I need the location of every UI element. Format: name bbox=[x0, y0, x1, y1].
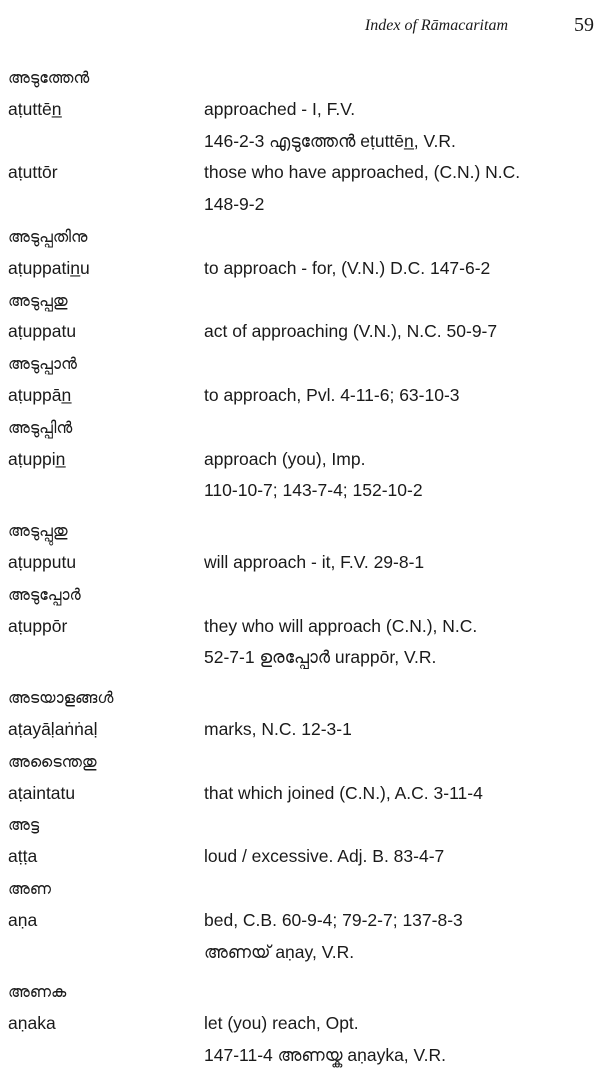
entry-line bbox=[8, 714, 592, 746]
malayalam-headword: അണ bbox=[8, 878, 51, 898]
gloss-text: 147-11-4 അണയ്ക aṇayka, V.R. bbox=[204, 1044, 446, 1065]
transliterated-headword: aṭaintatu bbox=[8, 782, 76, 803]
index-entry bbox=[8, 515, 592, 579]
entry-continuation-line bbox=[8, 126, 592, 158]
running-title: Index of Rāmacaritam bbox=[364, 17, 508, 34]
entry-line bbox=[8, 1008, 592, 1040]
malayalam-headword: അടുപ്പിൻ bbox=[8, 417, 73, 437]
gloss-text: 148-9-2 bbox=[204, 194, 265, 215]
transliterated-headword: aṭupputu bbox=[8, 551, 77, 572]
transliterated-headword: aṇaka bbox=[8, 1013, 56, 1034]
index-entry bbox=[8, 682, 592, 746]
malayalam-headword: അടുപ്പാൻ bbox=[8, 354, 77, 374]
entry-continuation-line bbox=[8, 189, 592, 221]
entry-spacer bbox=[8, 968, 592, 976]
gloss-text: loud / excessive. Adj. B. 83-4-7 bbox=[204, 846, 445, 867]
malayalam-headword: അടൈന്തതു bbox=[8, 751, 97, 771]
gloss-text: they who will approach (C.N.), N.C. bbox=[204, 615, 478, 636]
index-entry bbox=[8, 746, 592, 810]
entry-continuation-line bbox=[8, 937, 592, 969]
entry-line bbox=[8, 778, 592, 810]
entry-line bbox=[8, 157, 592, 189]
entry-line bbox=[8, 905, 592, 937]
gloss-text: അണയ് aṇay, V.R. bbox=[204, 941, 355, 962]
index-entry bbox=[8, 809, 592, 873]
index-entry bbox=[8, 873, 592, 968]
index-entry bbox=[8, 976, 592, 1071]
running-header bbox=[0, 14, 600, 40]
malayalam-headword: അടയാളങ്ങൾ bbox=[8, 688, 114, 708]
entry-line bbox=[8, 841, 592, 873]
malayalam-headword: അട്ട bbox=[8, 815, 40, 835]
transliterated-headword: aṭṭa bbox=[8, 846, 38, 867]
transliterated-headword: aṭuppin̲ bbox=[8, 448, 66, 469]
malayalam-headword: അടുപ്പുതു bbox=[8, 521, 68, 541]
gloss-text: that which joined (C.N.), A.C. 3-11-4 bbox=[204, 782, 483, 803]
index-entry bbox=[8, 412, 592, 507]
index-entry bbox=[8, 579, 592, 674]
gloss-text: 110-10-7; 143-7-4; 152-10-2 bbox=[204, 480, 423, 501]
entry-spacer bbox=[8, 507, 592, 515]
transliterated-headword: aṭuppatin̲u bbox=[8, 257, 90, 278]
entry-line bbox=[8, 253, 592, 285]
entry-continuation-line bbox=[8, 475, 592, 507]
entry-line bbox=[8, 611, 592, 643]
transliterated-headword: aṭayāḷaṅṅaḷ bbox=[8, 718, 98, 739]
gloss-text: 146-2-3 എടുത്തേൻ eṭuttēn̲, V.R. bbox=[204, 130, 456, 151]
gloss-text: approached - I, F.V. bbox=[204, 98, 356, 119]
transliterated-headword: aṭuppatu bbox=[8, 321, 77, 342]
malayalam-headword: അടുപ്പതു bbox=[8, 290, 68, 310]
page-number: 59 bbox=[574, 14, 594, 36]
gloss-text: bed, C.B. 60-9-4; 79-2-7; 137-8-3 bbox=[204, 909, 463, 930]
gloss-text: to approach - for, (V.N.) D.C. 147-6-2 bbox=[204, 257, 491, 278]
entry-line bbox=[8, 316, 592, 348]
gloss-text: those who have approached, (C.N.) N.C. bbox=[204, 162, 521, 183]
malayalam-headword: അണക bbox=[8, 982, 67, 1002]
index-entry bbox=[8, 157, 592, 221]
entry-line bbox=[8, 380, 592, 412]
gloss-text: approach (you), Imp. bbox=[204, 448, 366, 469]
malayalam-headword: അടുപ്പോർ bbox=[8, 584, 81, 604]
gloss-text: marks, N.C. 12-3-1 bbox=[204, 718, 352, 739]
entry-line bbox=[8, 547, 592, 579]
index-entry bbox=[8, 221, 592, 285]
malayalam-headword: അടുത്തേൻ bbox=[8, 68, 90, 87]
entry-spacer bbox=[8, 674, 592, 682]
entry-line bbox=[8, 94, 592, 126]
transliterated-headword: aṭuppān̲ bbox=[8, 384, 72, 405]
entry-continuation-line bbox=[8, 642, 592, 674]
entry-line bbox=[8, 444, 592, 476]
gloss-text: 52-7-1 ഉരപ്പോർ urappōr, V.R. bbox=[204, 647, 437, 668]
malayalam-headword: അടുപ്പതിനു bbox=[8, 226, 88, 246]
transliterated-headword: aṇa bbox=[8, 909, 38, 930]
index-entry bbox=[8, 285, 592, 349]
index-entries bbox=[8, 62, 592, 1072]
gloss-text: let (you) reach, Opt. bbox=[204, 1013, 359, 1034]
index-entry bbox=[8, 348, 592, 412]
transliterated-headword: aṭuttēn̲ bbox=[8, 98, 62, 119]
gloss-text: will approach - it, F.V. 29-8-1 bbox=[204, 551, 425, 572]
gloss-text: act of approaching (V.N.), N.C. 50-9-7 bbox=[204, 321, 498, 342]
transliterated-headword: aṭuttōr bbox=[8, 162, 58, 183]
gloss-text: to approach, Pvl. 4-11-6; 63-10-3 bbox=[204, 384, 460, 405]
index-entry bbox=[8, 62, 592, 157]
transliterated-headword: aṭuppōr bbox=[8, 615, 68, 636]
